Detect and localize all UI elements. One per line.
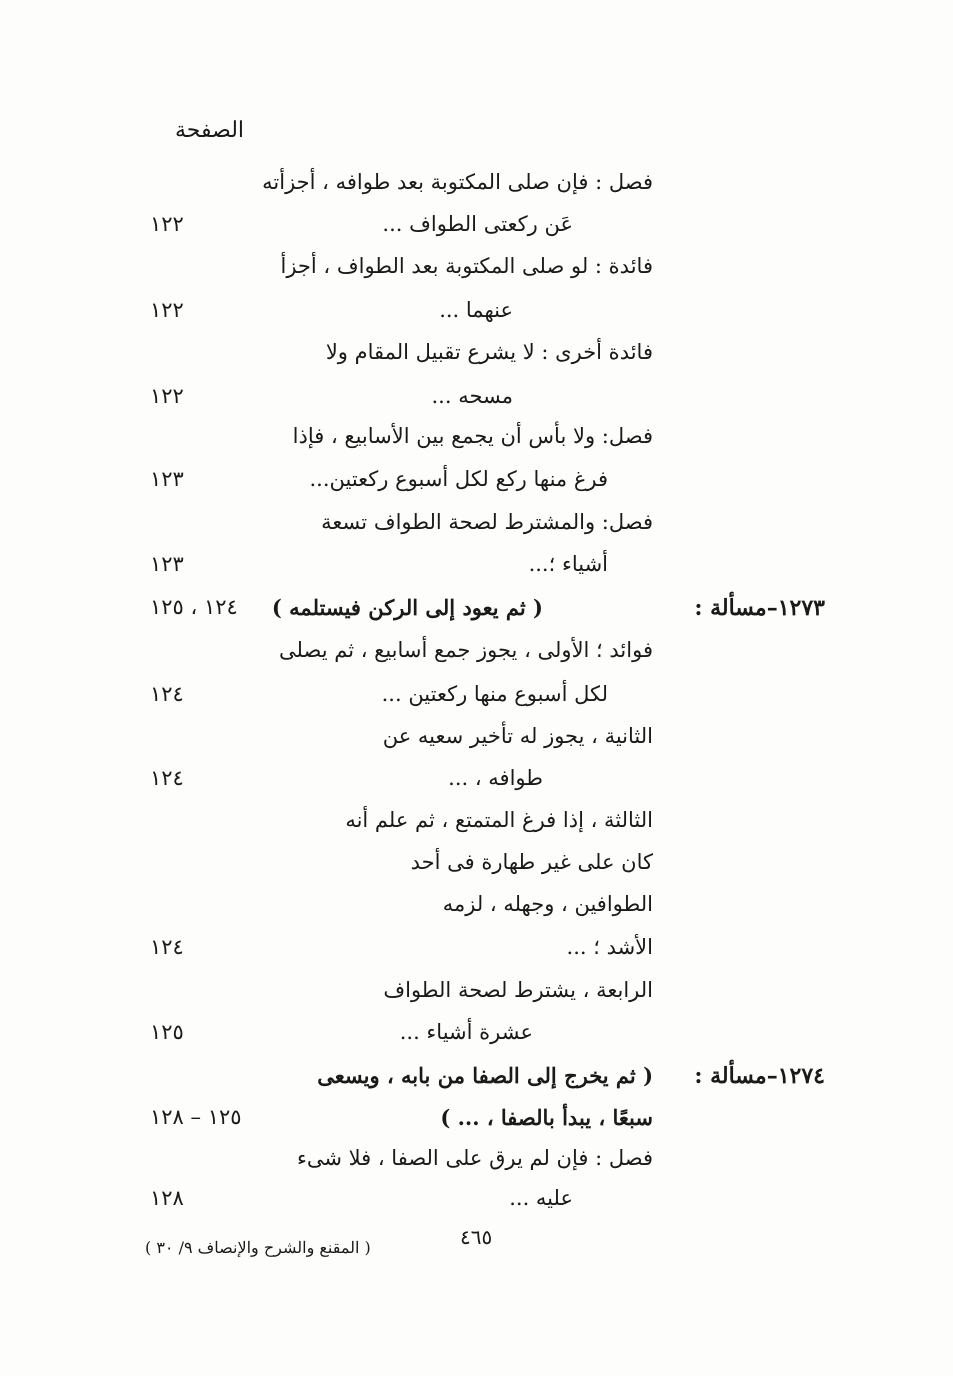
- index-row: [0, 935, 953, 975]
- page-reference: ١٢٤ ، ١٢٥: [150, 595, 238, 619]
- entry-text: الأشد ؛ ...: [566, 935, 653, 959]
- entry-text: لكل أسبوع منها ركعتين ...: [381, 682, 608, 706]
- page-reference: ١٢٢: [150, 298, 184, 322]
- entry-text: الرابعة ، يشترط لصحة الطواف: [383, 978, 653, 1002]
- page-reference: ١٢٤: [150, 935, 184, 959]
- footer-note: ( المقنع والشرح والإنصاف ٩/ ٣٠ ): [145, 1238, 371, 1257]
- entry-text: فوائد ؛ الأولى ، يجوز جمع أسابيع ، ثم يصلى: [279, 638, 653, 662]
- index-row: [0, 254, 953, 294]
- index-row: [0, 978, 953, 1018]
- index-row: [0, 808, 953, 848]
- page-reference: ١٢٢: [150, 212, 184, 236]
- index-row: [0, 552, 953, 592]
- entry-text: عشرة أشياء ...: [399, 1020, 533, 1044]
- entry-text: فائدة أخرى : لا يشرع تقبيل المقام ولا: [325, 340, 653, 364]
- page-column-header: الصفحة: [175, 118, 245, 143]
- entry-text: الثالثة ، إذا فرغ المتمتع ، ثم علم أنه: [345, 808, 653, 832]
- index-row: [0, 1020, 953, 1060]
- entry-text: فصل : فإن لم يرق على الصفا ، فلا شىء: [296, 1146, 653, 1170]
- index-row: [0, 638, 953, 678]
- entry-text: سبعًا ، يبدأ بالصفا ، ... ): [440, 1105, 653, 1130]
- index-row: [0, 1105, 953, 1145]
- page-reference: ١٢٨: [150, 1186, 184, 1210]
- index-row: [0, 682, 953, 722]
- index-row: [0, 1146, 953, 1186]
- entry-text: أشياء ؛...: [528, 552, 608, 576]
- page-reference: ١٢٢: [150, 384, 184, 408]
- index-row: [0, 170, 953, 210]
- entry-text: الثانية ، يجوز له تأخير سعيه عن: [382, 724, 653, 748]
- index-row: [0, 298, 953, 338]
- page-reference: ١٢٣: [150, 467, 184, 491]
- page-reference: ١٢٥: [150, 1020, 184, 1044]
- index-row: [0, 424, 953, 464]
- index-row: [0, 212, 953, 252]
- entry-text: فائدة : لو صلى المكتوبة بعد الطواف ، أجزأ: [280, 254, 653, 278]
- index-row: [0, 1063, 953, 1103]
- entry-text: فصل : فإن صلى المكتوبة بعد طوافه ، أجزأته: [262, 170, 653, 194]
- index-row: [0, 724, 953, 764]
- index-row: [0, 595, 953, 635]
- page-reference: ١٢٤: [150, 766, 184, 790]
- entry-text: كان على غير طهارة فى أحد: [410, 850, 653, 874]
- page-reference: ١٢٣: [150, 552, 184, 576]
- masala-number: ١٢٧٣–مسألة :: [694, 595, 825, 621]
- index-row: [0, 340, 953, 380]
- index-row: [0, 384, 953, 424]
- page-reference: ١٢٥ – ١٢٨: [150, 1105, 242, 1129]
- entry-text: عنهما ...: [439, 298, 513, 322]
- entry-text: فرغ منها ركع لكل أسبوع ركعتين...: [309, 467, 608, 491]
- masala-number: ١٢٧٤–مسألة :: [694, 1063, 825, 1089]
- index-row: [0, 1186, 953, 1226]
- index-row: [0, 766, 953, 806]
- entry-text: عَن ركعتى الطواف ...: [382, 212, 573, 236]
- entry-text: فصل: ولا بأس أن يجمع بين الأسابيع ، فإذا: [292, 424, 653, 448]
- entry-text: مسحه ...: [431, 384, 513, 408]
- entry-text: فصل: والمشترط لصحة الطواف تسعة: [321, 510, 653, 534]
- entry-text: الطوافين ، وجهله ، لزمه: [442, 892, 653, 916]
- index-row: [0, 850, 953, 890]
- entry-text: طوافه ، ...: [448, 766, 543, 790]
- page-reference: ١٢٤: [150, 682, 184, 706]
- entry-text: ( ثم يخرج إلى الصفا من بابه ، ويسعى: [317, 1063, 653, 1088]
- index-row: [0, 892, 953, 932]
- page-number: ٤٦٥: [460, 1225, 493, 1249]
- entry-text: ( ثم يعود إلى الركن فيستلمه ): [271, 595, 543, 620]
- entry-text: عليه ...: [509, 1186, 573, 1210]
- index-row: [0, 467, 953, 507]
- index-row: [0, 510, 953, 550]
